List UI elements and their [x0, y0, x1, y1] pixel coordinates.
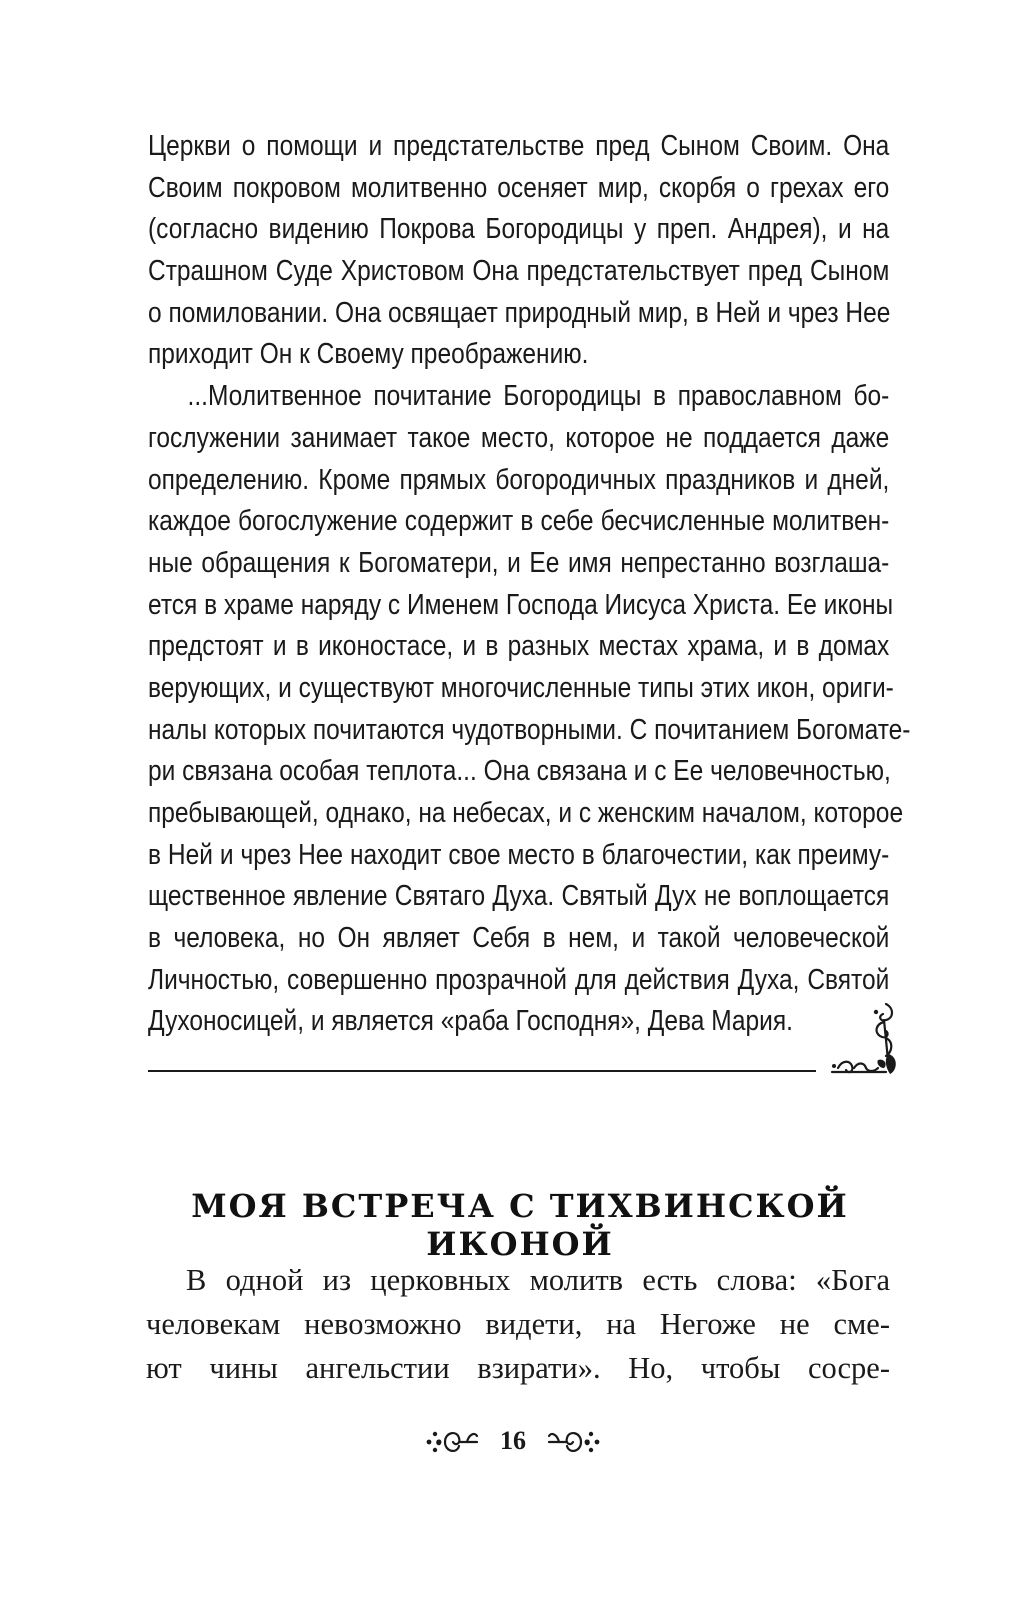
text-line: ется в храме наряду с Именем Господа Иисуса Христа. Ее иконы	[148, 588, 894, 621]
text-line: В одной из церковных молитв есть слова: «Бога	[186, 1263, 890, 1297]
folio-ornament-right-icon	[547, 1422, 603, 1462]
page-number: 16	[500, 1426, 526, 1455]
quoted-passage	[148, 126, 911, 1043]
text-line: Страшном Суде Христовом Она предстательствует пред Сыном	[148, 255, 890, 288]
text-line: предстоят и в иконостасе, и в разных местах храма, и в домах	[148, 630, 890, 663]
text-line: ют чины ангельстии взирати». Но, чтобы сосре-	[146, 1351, 890, 1385]
text-line: о помиловании. Она освящает природный мир, в Ней и чрез Нее	[148, 296, 891, 329]
text-line: налы которых почитаются чудотворными. С почитанием Богомате-	[148, 713, 911, 746]
text-line: каждое богослужение содержит в себе бесчисленные молитвен-	[148, 505, 890, 538]
text-line: в Ней и чрез Нее находит свое место в благочестии, как преиму-	[148, 838, 890, 871]
text-line: в человека, но Он являет Себя в нем, и такой человеческой	[148, 922, 890, 955]
section-divider	[148, 1070, 816, 1072]
text-line: Своим покровом молитвенно осеняет мир, скорбя о грехах его	[148, 171, 890, 204]
text-line: Личностью, совершенно прозрачной для действия Духа, Святой	[148, 963, 890, 996]
text-line: определению. Кроме прямых богородичных праздников и дней,	[148, 463, 890, 496]
text-line: гослужении занимает такое место, которое не поддается даже	[148, 421, 890, 454]
section-heading: МОЯ ВСТРЕЧА С ТИХВИНСКОЙ ИКОНОЙ	[191, 1187, 849, 1263]
text-line: приходит Он к Своему преображению.	[148, 338, 589, 371]
text-line: ные обращения к Богоматери, и Ее имя непрестанно возглаша-	[148, 546, 890, 579]
text-line: пребывающей, однако, на небесах, и с женским началом, которое	[148, 797, 904, 829]
text-line: человекам невозможно видети, на Негоже не сме-	[146, 1307, 890, 1341]
text-line: ри связана особая теплота... Она связана и с Ее человечностью,	[148, 755, 891, 788]
text-line: Духоносицей, и является «раба Господня», Дева Мария.	[148, 1005, 793, 1038]
text-line: ...Молитвенное почитание Богородицы в православном бо-	[187, 380, 890, 413]
floral-ornament-icon	[828, 998, 898, 1078]
text-line: Церкви о помощи и предстательстве пред Сыном Своим. Она	[148, 130, 890, 162]
text-line: верующих, и существуют многочисленные типы этих икон, ориги-	[148, 671, 894, 704]
text-line: (согласно видению Покрова Богородицы у преп. Андрея), и на	[148, 213, 890, 246]
section-body	[146, 1258, 890, 1390]
page-footer	[413, 1418, 613, 1468]
text-line: щественное явление Святаго Духа. Святый Дух не воплощается	[148, 880, 890, 913]
